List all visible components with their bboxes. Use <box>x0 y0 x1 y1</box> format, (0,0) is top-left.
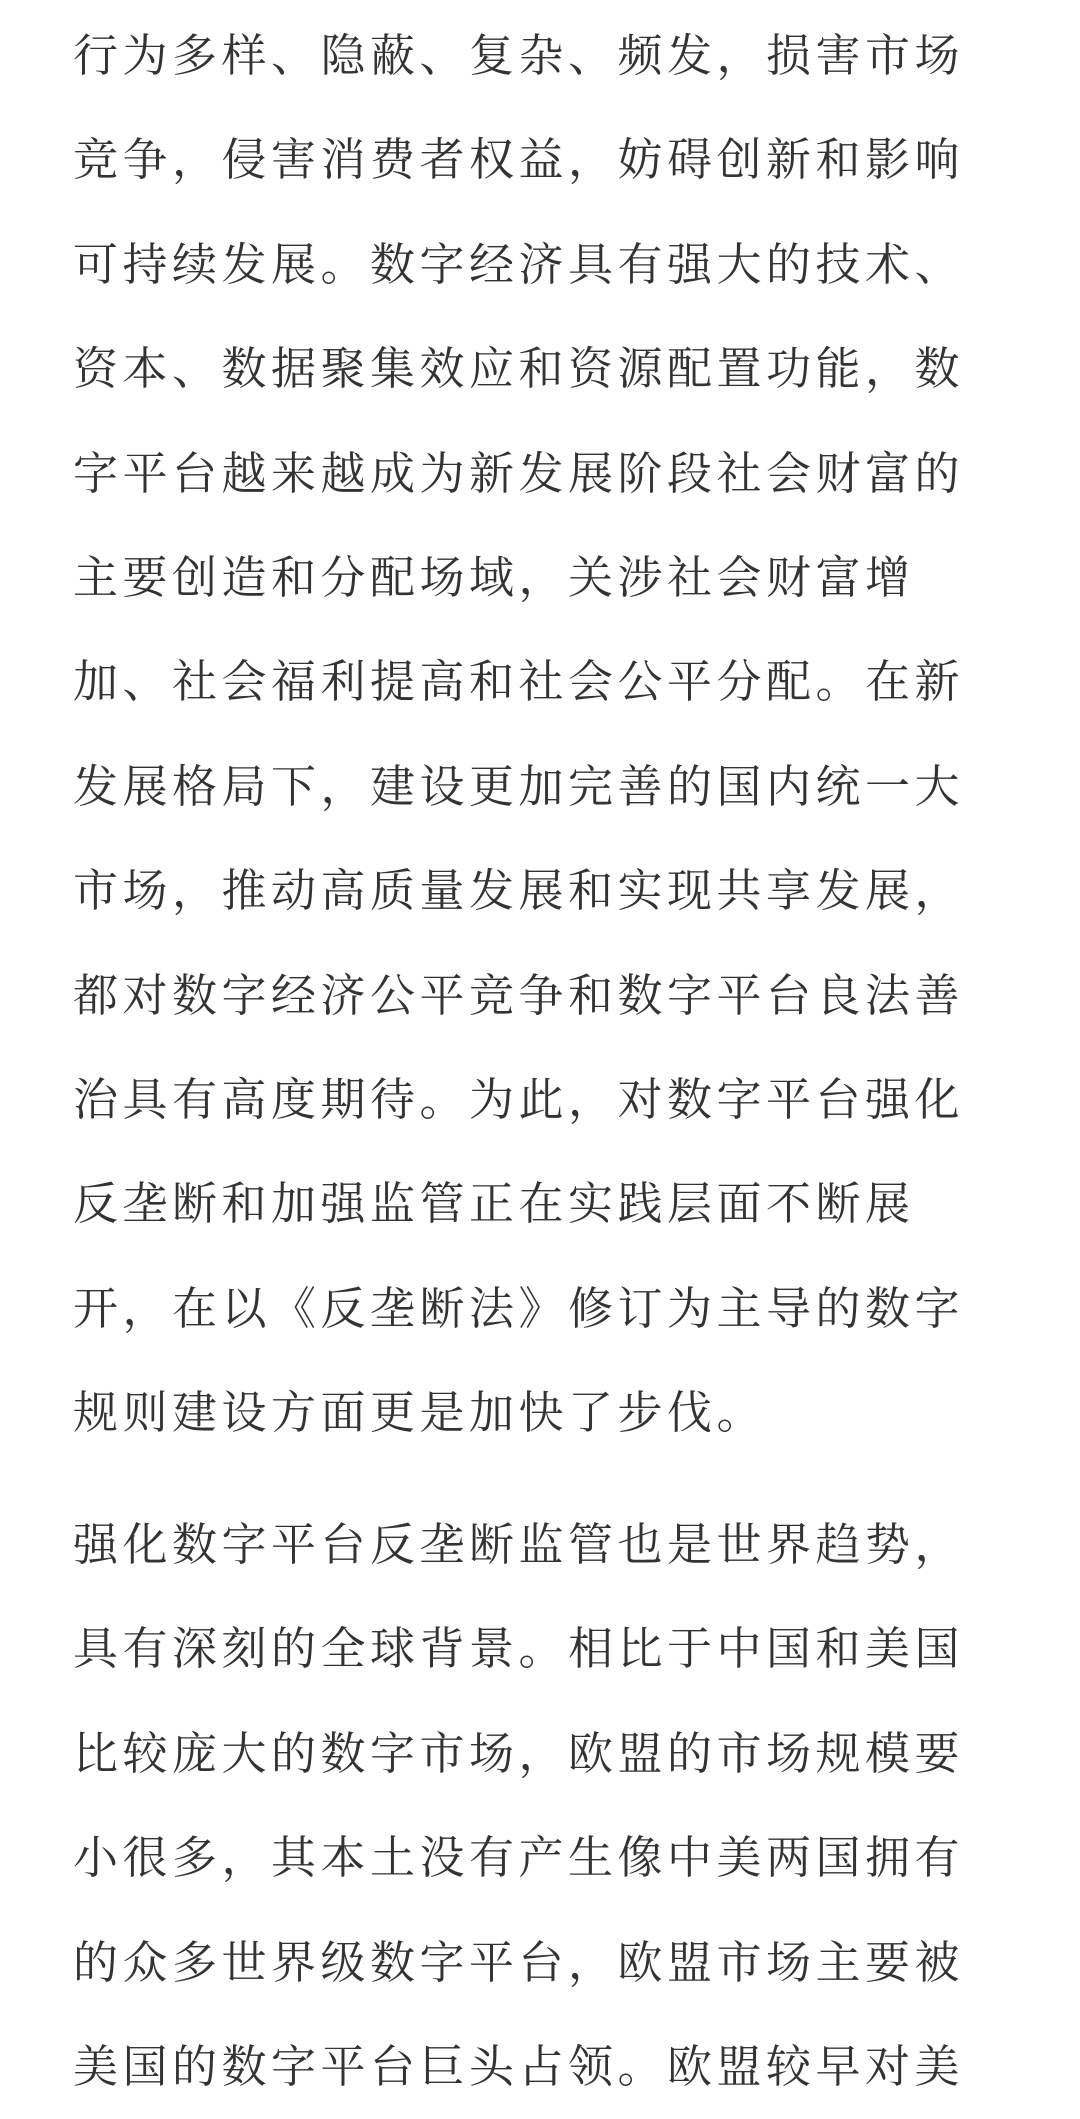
text-line: 行为多样、隐蔽、复杂、频发，损害市场 <box>73 29 965 82</box>
text-line: 规则建设方面更是加快了步伐。 <box>73 1386 767 1440</box>
text-line: 资本、数据聚集效应和资源配置功能，数 <box>73 342 965 396</box>
text-line: 美国的数字平台巨头占领。欧盟较早对美 <box>73 2039 965 2093</box>
paragraph-2 <box>73 1493 1018 2119</box>
text-line: 反垄断和加强监管正在实践层面不断展 <box>73 1177 915 1231</box>
text-line: 加、社会福利提高和社会公平分配。在新 <box>73 655 965 709</box>
text-line: 强化数字平台反垄断监管也是世界趋势， <box>73 1518 965 1571</box>
text-line: 小很多，其本土没有产生像中美两国拥有 <box>73 1831 965 1885</box>
text-line: 竞争，侵害消费者权益，妨碍创新和影响 <box>73 133 965 187</box>
text-line: 的众多世界级数字平台，欧盟市场主要被 <box>73 1935 965 1989</box>
text-line: 发展格局下，建设更加完善的国内统一大 <box>73 759 965 813</box>
text-line: 比较庞大的数字市场，欧盟的市场规模要 <box>73 1726 965 1780</box>
text-line: 可持续发展。数字经济具有强大的技术、 <box>73 237 965 291</box>
text-line: 治具有高度期待。为此，对数字平台强化 <box>73 1072 965 1126</box>
text-line: 都对数字经济公平竞争和数字平台良法善 <box>73 968 965 1022</box>
text-line: 主要创造和分配场域，关涉社会财富增 <box>73 550 915 604</box>
text-line: 开，在以《反垄断法》修订为主导的数字 <box>73 1281 965 1335</box>
text-line: 字平台越来越成为新发展阶段社会财富的 <box>73 446 965 500</box>
text-line: 具有深刻的全球背景。相比于中国和美国 <box>73 1622 965 1676</box>
text-line: 市场，推动高质量发展和实现共享发展， <box>73 864 965 918</box>
paragraph-1 <box>73 4 1018 1465</box>
